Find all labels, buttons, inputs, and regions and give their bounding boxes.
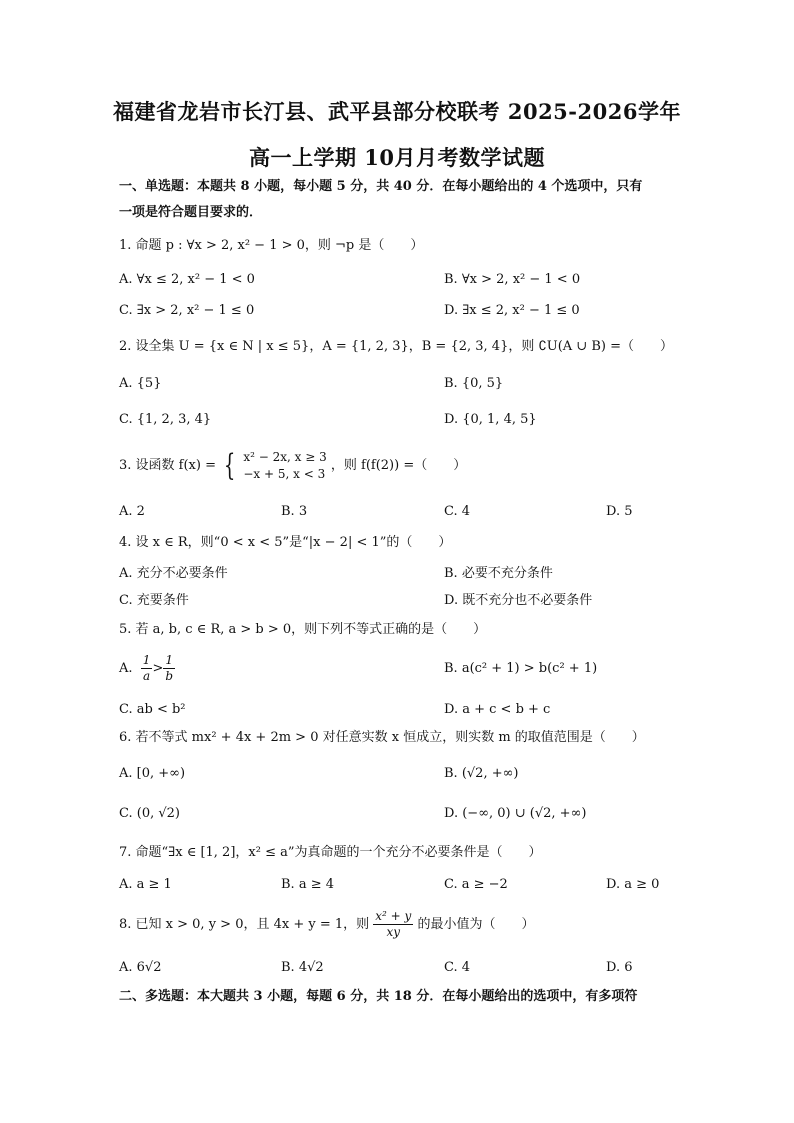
numerator: 1	[163, 653, 175, 669]
section-single-choice-header	[119, 174, 679, 226]
option-a: A. a ≥ 1	[119, 877, 172, 892]
stem-suffix: ，则 f(f(2)) =（ ）	[330, 458, 467, 473]
numerator: x² + y	[375, 909, 412, 923]
question-4-stem: 4. 设 x ∈ R，则“0 < x < 5”是“|x − 2| < 1”的（ ）	[119, 535, 452, 550]
question-1-options	[119, 301, 679, 325]
option-b: B. {0, 5}	[444, 376, 504, 391]
option-c: C. (0, √2)	[119, 806, 180, 821]
option-d: D. 6	[606, 960, 633, 975]
section-multiple-choice-header	[119, 984, 679, 1010]
question-7-stem: 7. 命题“∃x ∈ [1, 2]，x² ≤ a”为真命题的一个充分不必要条件是（ ）	[119, 845, 542, 860]
option-d: D. {0, 1, 4, 5}	[444, 412, 537, 427]
option-d: D. 既不充分也不必要条件	[444, 593, 593, 608]
numerator: 1	[142, 653, 151, 667]
option-c: C. ∃x > 2, x² − 1 ≤ 0	[119, 303, 255, 318]
piece-2: −x + 5, x < 3	[243, 466, 326, 481]
option-d: D. a ≥ 0	[606, 877, 660, 892]
option-b: B. ∀x > 2, x² − 1 < 0	[444, 272, 581, 287]
option-b: B. 3	[281, 504, 308, 519]
option-a: A. {5}	[119, 376, 162, 391]
section-header-line: 二、多选题：本大题共 3 小题，每题 6 分，共 18 分．在每小题给出的选项中，有多项符	[119, 989, 638, 1004]
stem-prefix: 8. 已知 x > 0, y > 0，且 4x + y = 1，则	[119, 917, 370, 932]
stem-suffix: 的最小值为（ ）	[417, 917, 535, 932]
question-5-options	[119, 651, 679, 689]
question-6-stem: 6. 若不等式 mx² + 4x + 2m > 0 对任意实数 x 恒成立，则实数 m 的取值范围是（ ）	[119, 730, 645, 745]
option-a	[119, 653, 175, 684]
question-4-options	[119, 564, 679, 588]
question-1-options	[119, 270, 679, 294]
question-5-options	[119, 700, 679, 724]
option-c: C. a ≥ −2	[444, 877, 508, 892]
denominator: xy	[386, 925, 401, 939]
question-8-options	[119, 958, 679, 982]
question-2-options	[119, 374, 679, 398]
question-6-options	[119, 804, 679, 828]
piecewise-cases	[243, 449, 326, 483]
fraction	[141, 653, 153, 684]
option-b: B. 4√2	[281, 960, 324, 975]
option-b: B. (√2, +∞)	[444, 766, 519, 781]
option-c: C. {1, 2, 3, 4}	[119, 412, 212, 427]
option-c: C. 充要条件	[119, 593, 189, 608]
section-header-line: 一项是符合题目要求的．	[119, 205, 263, 220]
operator: >	[152, 661, 164, 676]
question-5-stem: 5. 若 a, b, c ∈ R, a > b > 0，则下列不等式正确的是（ ）	[119, 622, 487, 637]
question-8-stem	[119, 906, 679, 946]
option-c: C. 4	[444, 504, 471, 519]
question-2-stem: 2. 设全集 U = {x ∈ N | x ≤ 5}，A = {1, 2, 3}，B = {2, 3, 4}，则 ∁U(A ∪ B) =（ ）	[119, 339, 673, 354]
option-d: D. 5	[606, 504, 633, 519]
option-c: C. 4	[444, 960, 471, 975]
option-d: D. (−∞, 0) ∪ (√2, +∞)	[444, 806, 587, 821]
option-label: A.	[119, 661, 133, 676]
section-header-line: 一、单选题：本题共 8 小题，每小题 5 分，共 40 分．在每小题给出的 4 个选项中，只有	[119, 179, 643, 194]
question-1-stem: 1. 命题 p : ∀x > 2, x² − 1 > 0，则 ¬p 是（ ）	[119, 238, 424, 253]
option-b: B. a(c² + 1) > b(c² + 1)	[444, 661, 598, 676]
denominator: b	[165, 669, 174, 683]
denominator: a	[143, 669, 151, 683]
fraction	[373, 909, 413, 940]
option-d: D. a + c < b + c	[444, 702, 551, 717]
option-a: A. [0, +∞)	[119, 766, 186, 781]
option-a: A. 2	[119, 504, 145, 519]
option-b: B. a ≥ 4	[281, 877, 334, 892]
option-d: D. ∃x ≤ 2, x² − 1 ≤ 0	[444, 303, 580, 318]
piece-1: x² − 2x, x ≥ 3	[243, 449, 327, 464]
question-7-options	[119, 875, 679, 899]
option-b: B. 必要不充分条件	[444, 566, 553, 581]
option-a: A. 6√2	[119, 960, 162, 975]
stem-prefix: 3. 设函数 f(x) =	[119, 458, 216, 473]
question-3-options	[119, 502, 679, 526]
option-a: A. 充分不必要条件	[119, 566, 228, 581]
question-4-options	[119, 591, 679, 615]
option-a: A. ∀x ≤ 2, x² − 1 < 0	[119, 272, 255, 287]
option-c: C. ab < b²	[119, 702, 186, 717]
fraction	[163, 653, 175, 684]
question-3-stem	[119, 446, 679, 488]
title-line-1: 福建省龙岩市长汀县、武平县部分校联考 2025-2026学年	[113, 99, 681, 124]
question-2-options	[119, 410, 679, 434]
left-brace: {	[223, 447, 236, 483]
title-line-2: 高一上学期 10月月考数学试题	[248, 145, 546, 170]
question-6-options	[119, 764, 679, 788]
